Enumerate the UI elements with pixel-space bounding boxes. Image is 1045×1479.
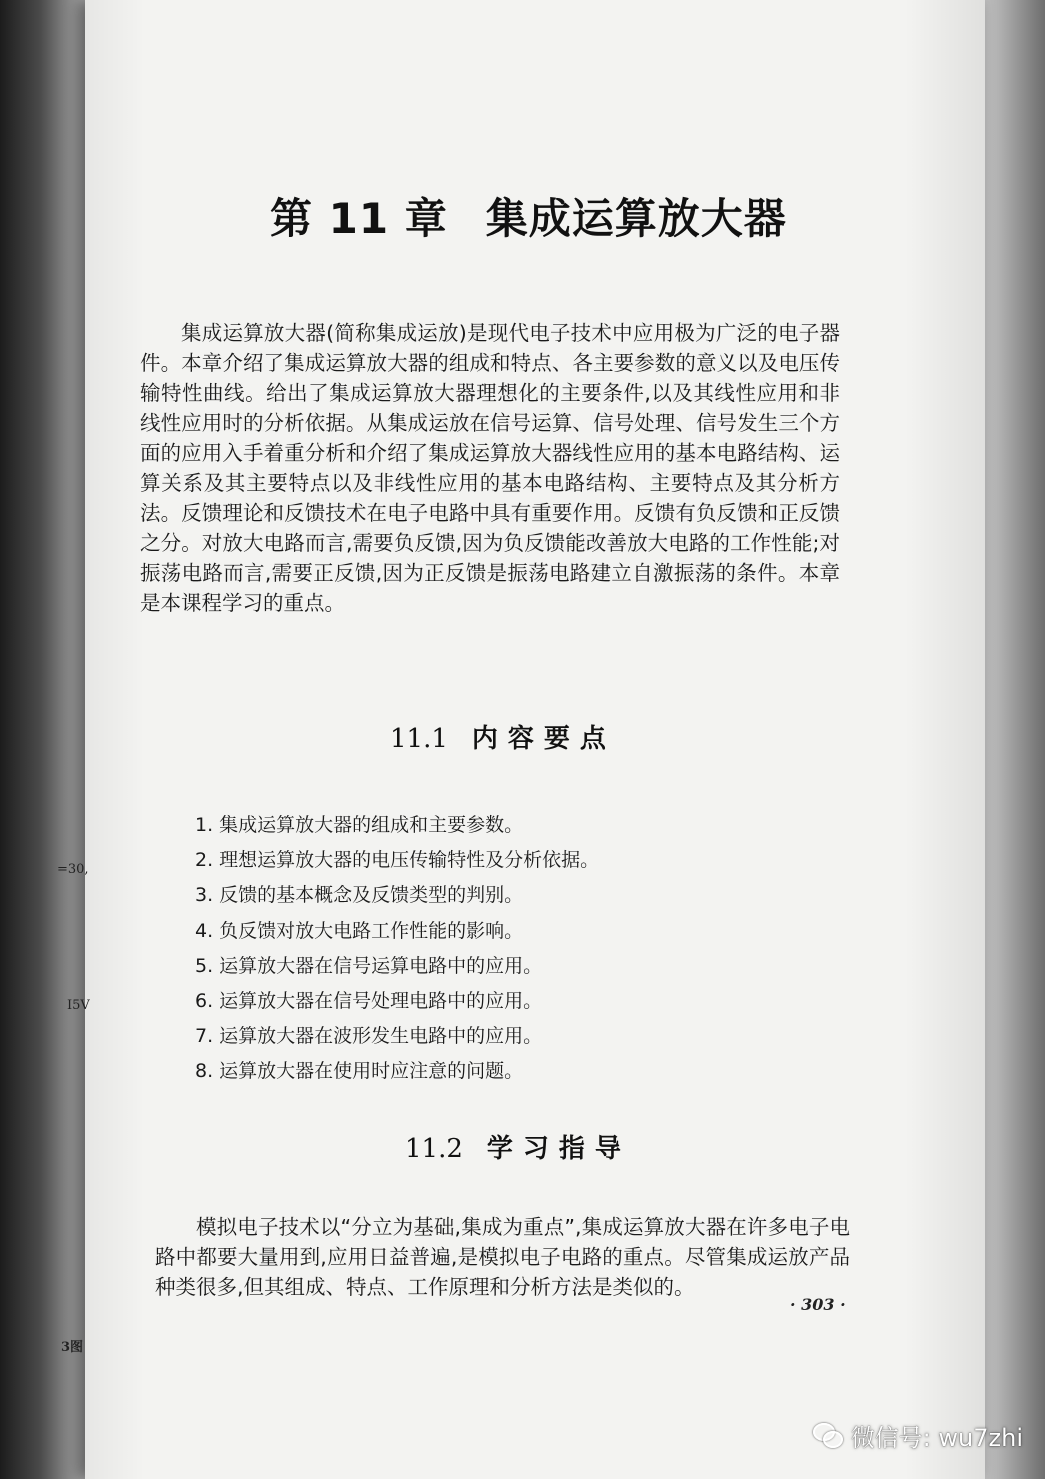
list-item: 1. 集成运算放大器的组成和主要参数。	[195, 814, 524, 836]
section-heading-1	[390, 718, 616, 755]
list-item: 8. 运算放大器在使用时应注意的问题。	[195, 1060, 524, 1083]
list-item: 6. 运算放大器在信号处理电路中的应用。	[195, 989, 543, 1012]
section-title: 学习指导	[486, 1134, 631, 1164]
chapter-title	[270, 186, 787, 246]
section-heading-2	[405, 1128, 631, 1165]
list-item: 5. 运算放大器在信号运算电路中的应用。	[195, 954, 543, 977]
chapter-name: 集成运算放大器	[485, 194, 787, 243]
edge-mark-2: I5V	[67, 998, 90, 1013]
guidance-paragraph	[155, 1212, 850, 1302]
section-number: 11.2	[405, 1134, 463, 1164]
edge-mark-1: =30,	[57, 862, 89, 877]
intro-paragraph	[140, 318, 840, 618]
page-number: · 303 ·	[790, 1295, 846, 1314]
watermark-text: 微信号: wu7zhi	[850, 1424, 1023, 1452]
guidance-text: 模拟电子技术以“分立为基础,集成为重点”,集成运算放大器在许多电子电路中都要大量用到,应用日益普遍,是模拟电子电路的重点。尽管集成运放产品种类很多,但其组成、特点、工作原理和分析方法是类似的。	[155, 1215, 850, 1299]
key-points-list	[195, 808, 815, 1090]
wechat-icon	[813, 1423, 843, 1449]
list-item: 2. 理想运算放大器的电压传输特性及分析依据。	[195, 849, 600, 872]
wechat-watermark	[813, 1418, 1023, 1453]
list-item: 7. 运算放大器在波形发生电路中的应用。	[195, 1025, 543, 1048]
intro-text: 集成运算放大器(简称集成运放)是现代电子技术中应用极为广泛的电子器件。本章介绍了集成运算放大器的组成和特点、各主要参数的意义以及电压传输特性曲线。给出了集成运算放大器理想化的主要条件,以及其线性应用和非线性应用时的分析依据。从集成运放在信号运算、信号处理、信号发生三个方面的应用入手着重分析和介绍了集成运算放大器线性应用的基本电路结构、运算关系及其主要特点以及非线性应用的基本电路结构、主要特点及其分析方法。反馈理论和反馈技术在电子电路中具有重要作用。反馈有负反馈和正反馈之分。对放大电路而言,需要负反馈,因为负反馈能改善放大电路的工作性能;对振荡电路而言,需要正反馈,因为正反馈是振荡电路建立自激振荡的条件。本章是本课程学习的重点。	[140, 321, 840, 615]
edge-mark-3: 3图	[61, 1340, 84, 1355]
chapter-number: 第 11 章	[270, 194, 448, 243]
list-item: 3. 反馈的基本概念及反馈类型的判别。	[195, 884, 524, 907]
section-title: 内容要点	[471, 724, 616, 754]
section-number: 11.1	[390, 724, 448, 754]
list-item: 4. 负反馈对放大电路工作性能的影响。	[195, 919, 524, 942]
